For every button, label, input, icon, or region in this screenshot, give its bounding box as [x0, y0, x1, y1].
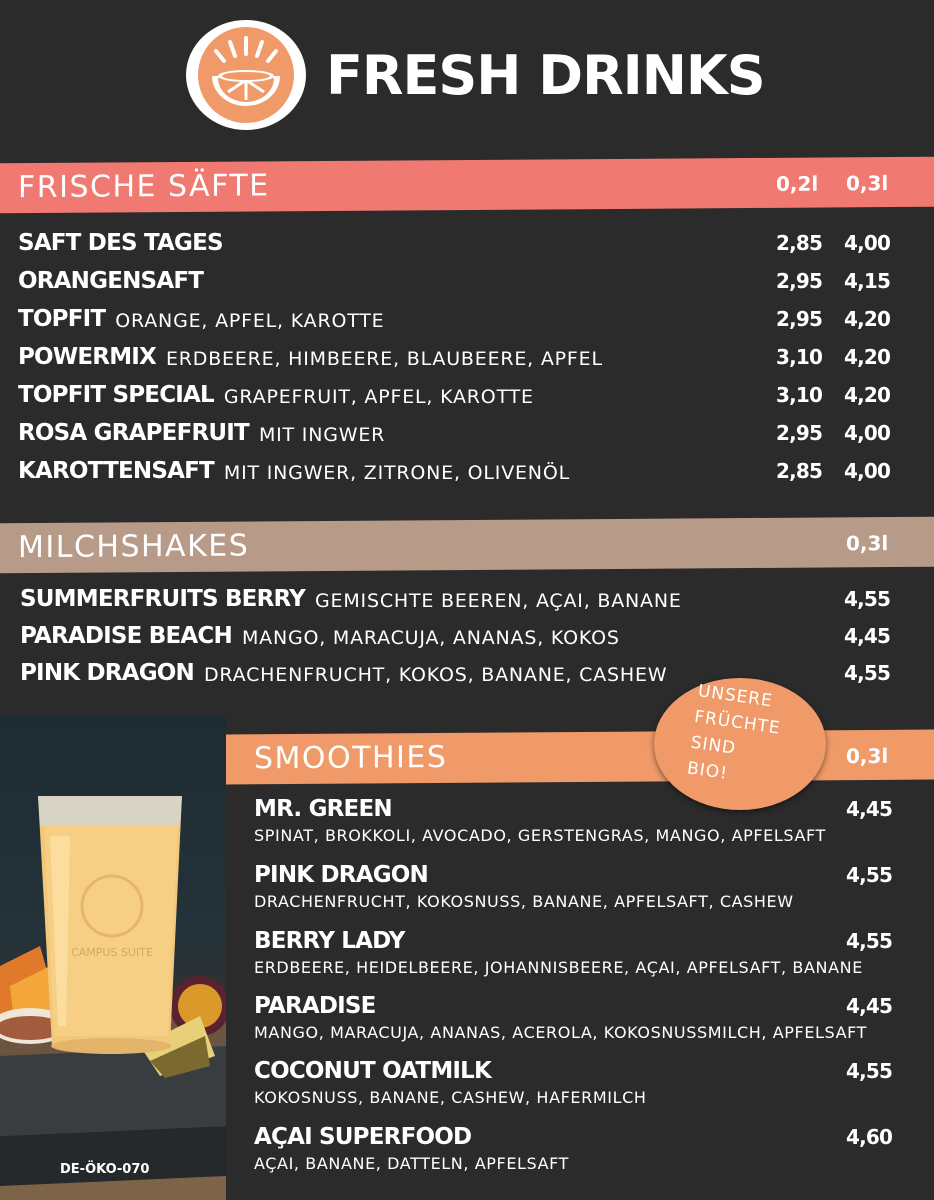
menu-item: [20, 582, 920, 616]
section-title: FRISCHE SÄFTE: [18, 168, 270, 206]
citrus-logo-icon: [186, 20, 306, 130]
item-name: POWERMIX: [18, 344, 156, 370]
item-name: PINK DRAGON: [20, 660, 194, 686]
item-desc: MANGO, MARACUJA, ANANAS, ACEROLA, KOKOSNUSSMILCH, APFELSAFT: [254, 1023, 868, 1042]
menu-item: [20, 656, 920, 690]
bio-badge: [654, 678, 826, 810]
item-price: 4,15: [844, 269, 891, 293]
size-label: 0,3l: [846, 743, 889, 769]
item-price: 4,00: [844, 231, 891, 255]
item-name: MR. GREEN: [254, 796, 392, 822]
item-name: PARADISE BEACH: [20, 623, 232, 649]
section-band-smoothies: [226, 730, 934, 785]
menu-item: [254, 794, 914, 848]
menu-item: [18, 340, 918, 374]
item-desc: GRAPEFRUIT, APFEL, KAROTTE: [223, 386, 534, 408]
item-name: PINK DRAGON: [254, 862, 428, 888]
item-price: 4,00: [844, 459, 891, 483]
item-price: 4,60: [846, 1125, 893, 1149]
glass-logo-text: CAMPUS SUITE: [71, 946, 153, 959]
header: [0, 0, 934, 150]
item-price: 4,00: [844, 421, 891, 445]
section-band-juices: [0, 157, 934, 214]
size-label: 0,2l: [776, 171, 819, 196]
item-price: 4,55: [844, 587, 891, 611]
item-price: 2,85: [776, 231, 823, 255]
item-desc: AÇAI, BANANE, DATTELN, APFELSAFT: [254, 1154, 570, 1173]
item-desc: KOKOSNUSS, BANANE, CASHEW, HAFERMILCH: [254, 1088, 647, 1107]
item-price: 4,55: [846, 929, 893, 953]
menu-item: [18, 416, 918, 450]
item-desc: ERDBEERE, HEIDELBEERE, JOHANNISBEERE, AÇAI, APFELSAFT, BANANE: [254, 958, 863, 977]
item-price: 4,20: [844, 383, 891, 407]
menu-item: [254, 1122, 914, 1176]
menu-item: [18, 302, 918, 336]
item-price: 4,20: [844, 345, 891, 369]
item-price: 4,55: [846, 863, 893, 887]
item-desc: ERDBEERE, HIMBEERE, BLAUBEERE, APFEL: [165, 348, 603, 370]
item-price: 4,45: [844, 624, 891, 648]
item-desc: MIT INGWER: [258, 424, 386, 446]
item-price: 2,95: [776, 269, 823, 293]
item-price: 3,10: [776, 383, 823, 407]
item-name: ORANGENSAFT: [18, 268, 204, 294]
menu-item: [18, 226, 918, 260]
item-name: TOPFIT SPECIAL: [18, 382, 214, 408]
item-price: 4,55: [846, 1059, 893, 1083]
section-title: SMOOTHIES: [254, 739, 448, 777]
size-label: 0,3l: [846, 171, 889, 196]
item-price: 2,85: [776, 459, 823, 483]
page-title: FRESH DRINKS: [326, 44, 765, 107]
smoothie-glass-icon: [0, 716, 226, 1200]
menu-item: [254, 860, 914, 914]
item-price: 4,45: [846, 797, 893, 821]
size-label: 0,3l: [846, 531, 889, 556]
menu-item: [18, 454, 918, 488]
item-name: SAFT DES TAGES: [18, 230, 223, 256]
badge-line: FRÜCHTE: [693, 706, 782, 739]
menu-item: [254, 1056, 914, 1110]
item-name: BERRY LADY: [254, 928, 405, 954]
menu-item: [18, 378, 918, 412]
item-name: PARADISE: [254, 993, 376, 1019]
item-name: AÇAI SUPERFOOD: [254, 1124, 472, 1150]
item-price: 2,95: [776, 307, 823, 331]
item-price: 2,95: [776, 421, 823, 445]
menu-item: [18, 264, 918, 298]
smoothie-photo: [0, 716, 226, 1200]
item-desc: DRACHENFRUCHT, KOKOS, BANANE, CASHEW: [203, 664, 668, 686]
section-band-shakes: [0, 517, 934, 574]
organic-cert-code: DE-ÖKO-070: [60, 1162, 150, 1177]
item-desc: SPINAT, BROKKOLI, AVOCADO, GERSTENGRAS, MANGO, APFELSAFT: [254, 826, 826, 845]
badge-line: SIND: [689, 732, 738, 759]
item-name: COCONUT OATMILK: [254, 1058, 492, 1084]
badge-line: UNSERE: [696, 681, 774, 712]
menu-item: [254, 991, 914, 1045]
badge-text: [685, 678, 818, 798]
item-price: 4,55: [844, 661, 891, 685]
item-desc: GEMISCHTE BEEREN, AÇAI, BANANE: [315, 590, 682, 612]
item-price: 4,20: [844, 307, 891, 331]
item-price: 4,45: [846, 994, 893, 1018]
item-name: TOPFIT: [18, 306, 106, 332]
item-desc: MIT INGWER, ZITRONE, OLIVENÖL: [223, 462, 570, 484]
item-desc: DRACHENFRUCHT, KOKOSNUSS, BANANE, APFELSAFT, CASHEW: [254, 892, 794, 911]
item-name: ROSA GRAPEFRUIT: [18, 420, 249, 446]
item-name: KAROTTENSAFT: [18, 458, 214, 484]
item-price: 3,10: [776, 345, 823, 369]
badge-line: BIO!: [685, 758, 730, 784]
item-desc: ORANGE, APFEL, KAROTTE: [115, 310, 385, 332]
item-desc: MANGO, MARACUJA, ANANAS, KOKOS: [241, 627, 620, 649]
item-name: SUMMERFRUITS BERRY: [20, 586, 306, 612]
menu-item: [254, 926, 914, 980]
section-title: MILCHSHAKES: [18, 528, 250, 566]
menu-item: [20, 619, 920, 653]
